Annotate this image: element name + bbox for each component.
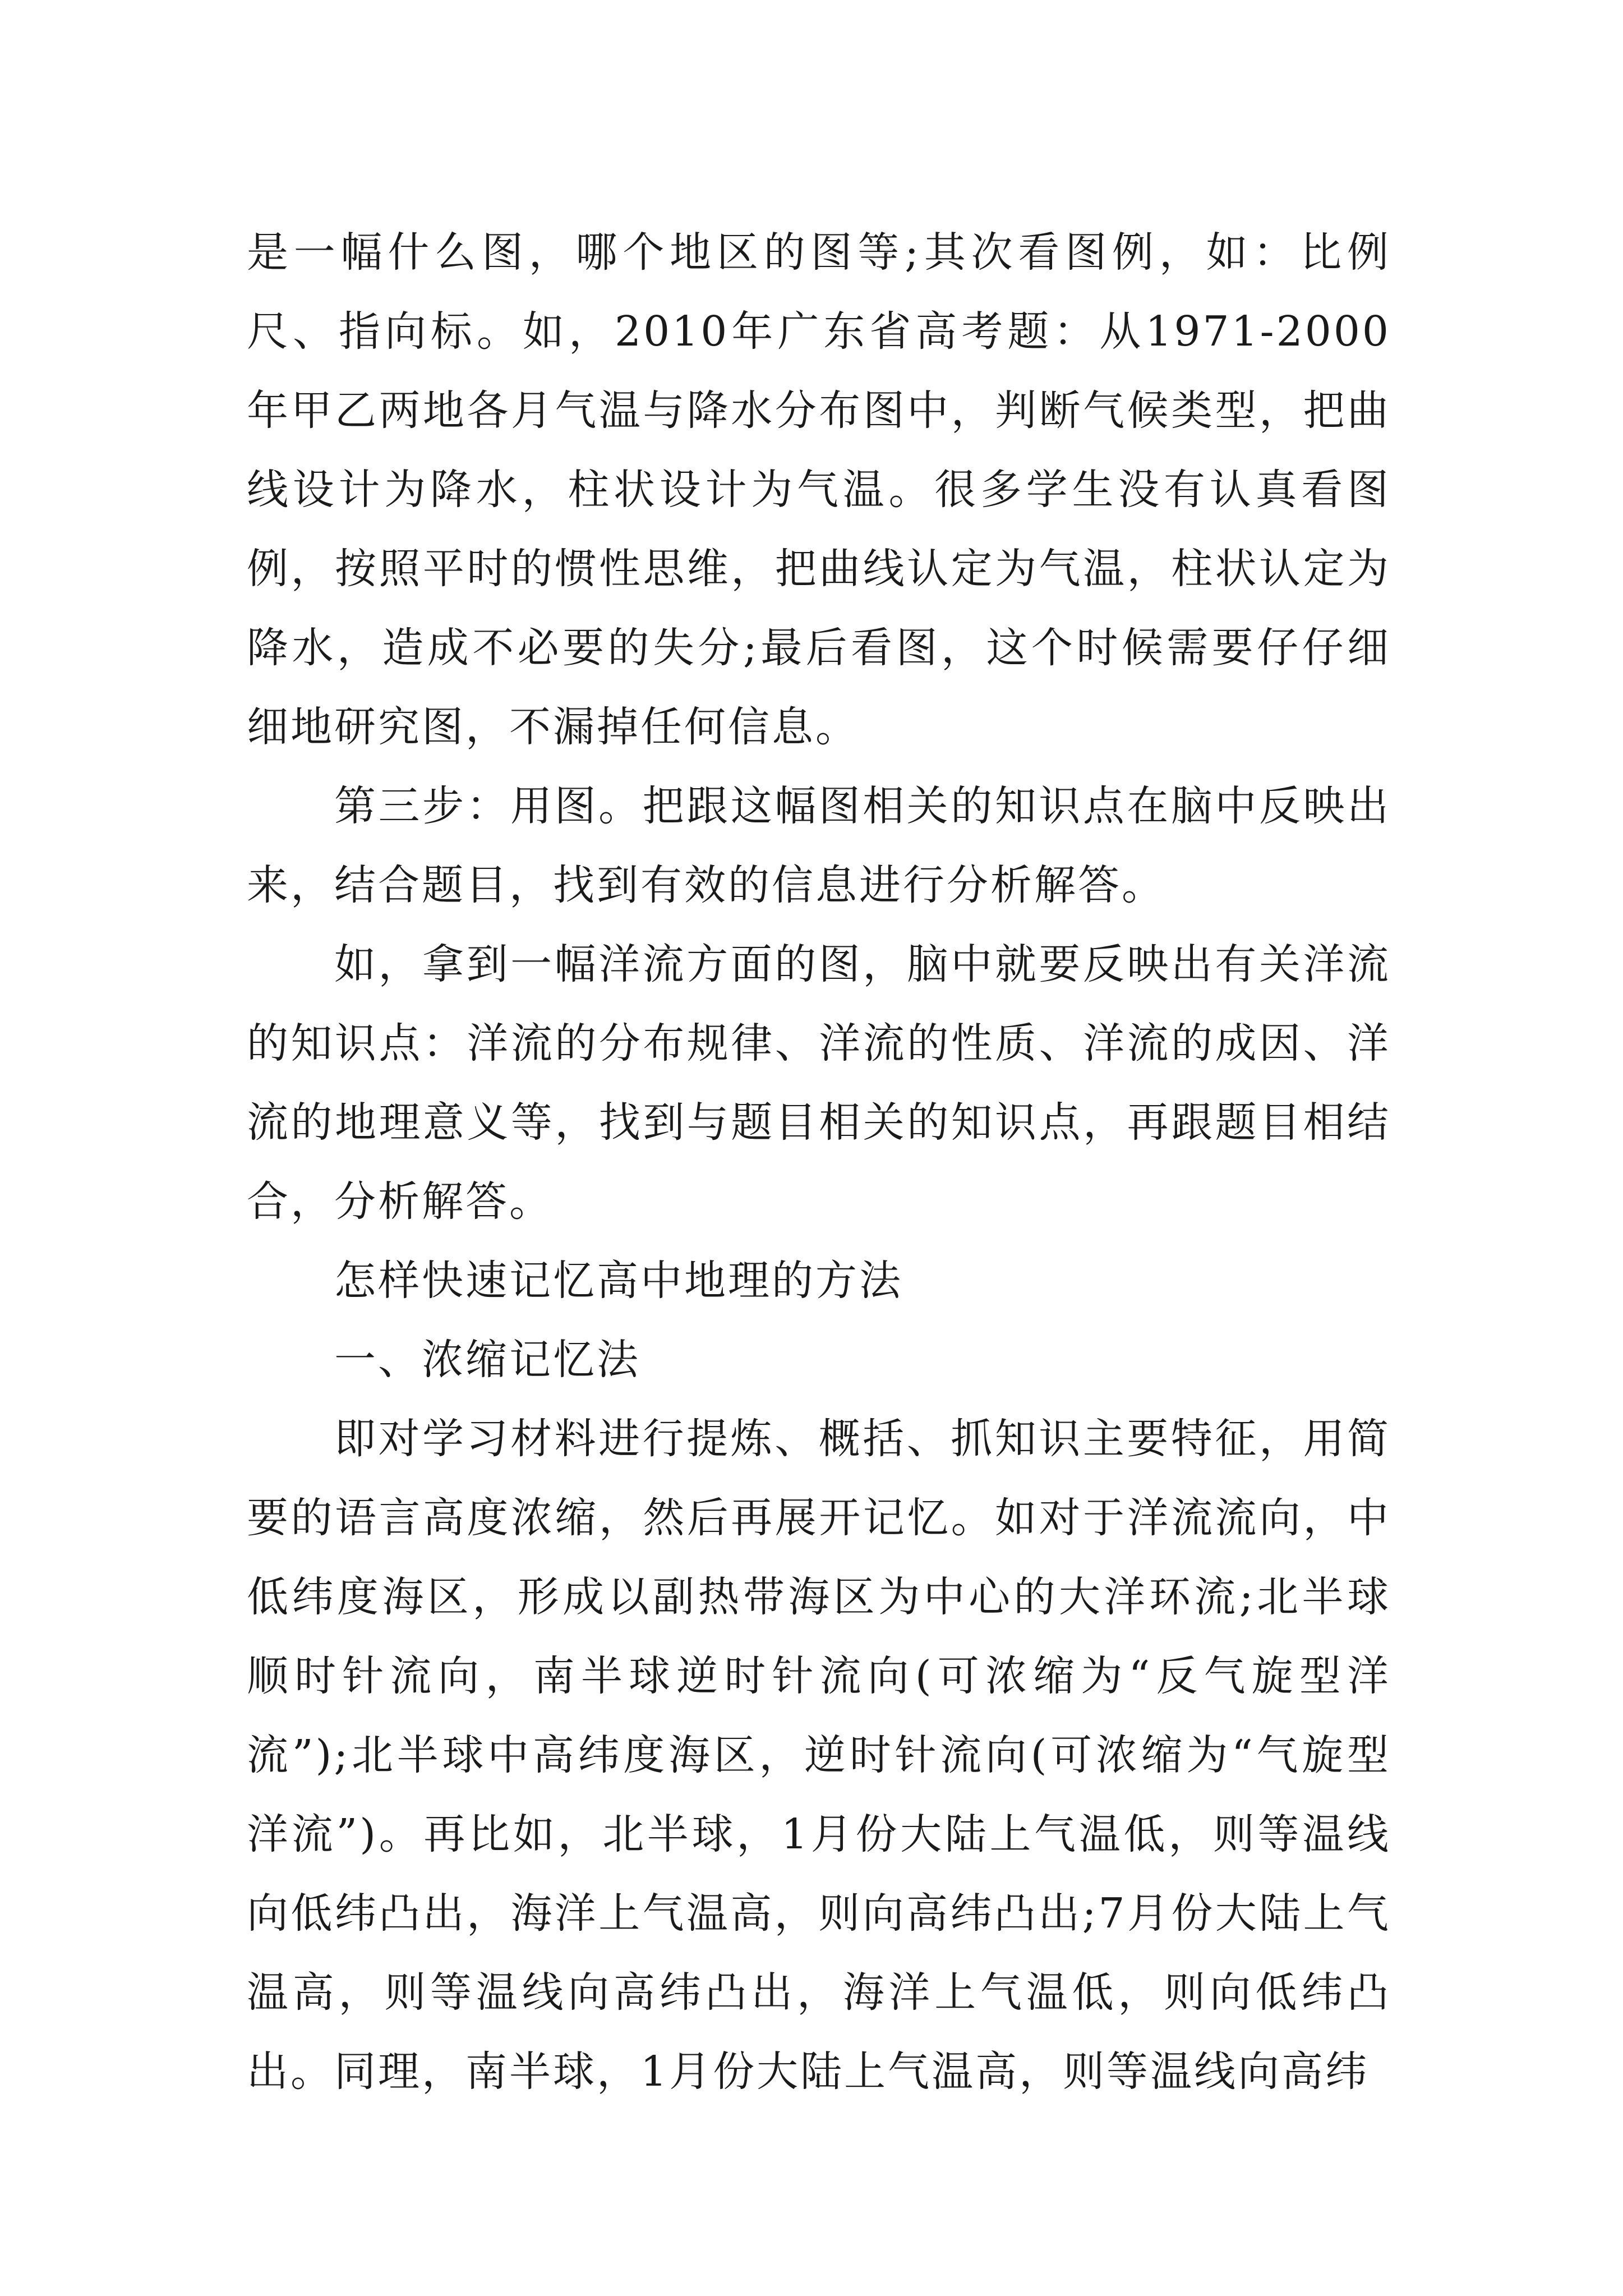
paragraph-continuation: 是一幅什么图，哪个地区的图等;其次看图例，如：比例尺、指向标。如，2010年广东省高考题：从1971-2000年甲乙两地各月气温与降水分布图中，判断气候类型，把曲线设计为降水，柱状设计为气温。很多学生没有认真看图例，按照平时的惯性思维，把曲线认定为气温，柱状认定为降水，造成不必要的失分;最后看图，这个时候需要仔仔细细地研究图，不漏掉任何信息。 <box>247 228 1391 751</box>
document-body <box>247 213 1391 2111</box>
subsection-heading-condensed-memory: 一、浓缩记忆法 <box>334 1336 640 1384</box>
paragraph-condensed-memory: 即对学习材料进行提炼、概括、抓知识主要特征，用简要的语言高度浓缩，然后再展开记忆。如对于洋流流向，中低纬度海区，形成以副热带海区为中心的大洋环流;北半球顺时针流向，南半球逆时针流向(可浓缩为“反气旋型洋流”);北半球中高纬度海区，逆时针流向(可浓缩为“气旋型洋流”)。再比如，北半球，1月份大陆上气温低，则等温线向低纬凸出，海洋上气温高，则向高纬凸出;7月份大陆上气温高，则等温线向高纬凸出，海洋上气温低，则向低纬凸出。同理，南半球，1月份大陆上气温高，则等温线向高纬 <box>247 1415 1391 2096</box>
paragraph-ocean-current-example: 如，拿到一幅洋流方面的图，脑中就要反映出有关洋流的知识点：洋流的分布规律、洋流的性质、洋流的成因、洋流的地理意义等，找到与题目相关的知识点，再跟题目相结合，分析解答。 <box>247 940 1391 1226</box>
paragraph-step-three: 第三步：用图。把跟这幅图相关的知识点在脑中反映出来，结合题目，找到有效的信息进行分析解答。 <box>247 782 1391 909</box>
section-heading-memory-methods: 怎样快速记忆高中地理的方法 <box>334 1257 903 1305</box>
